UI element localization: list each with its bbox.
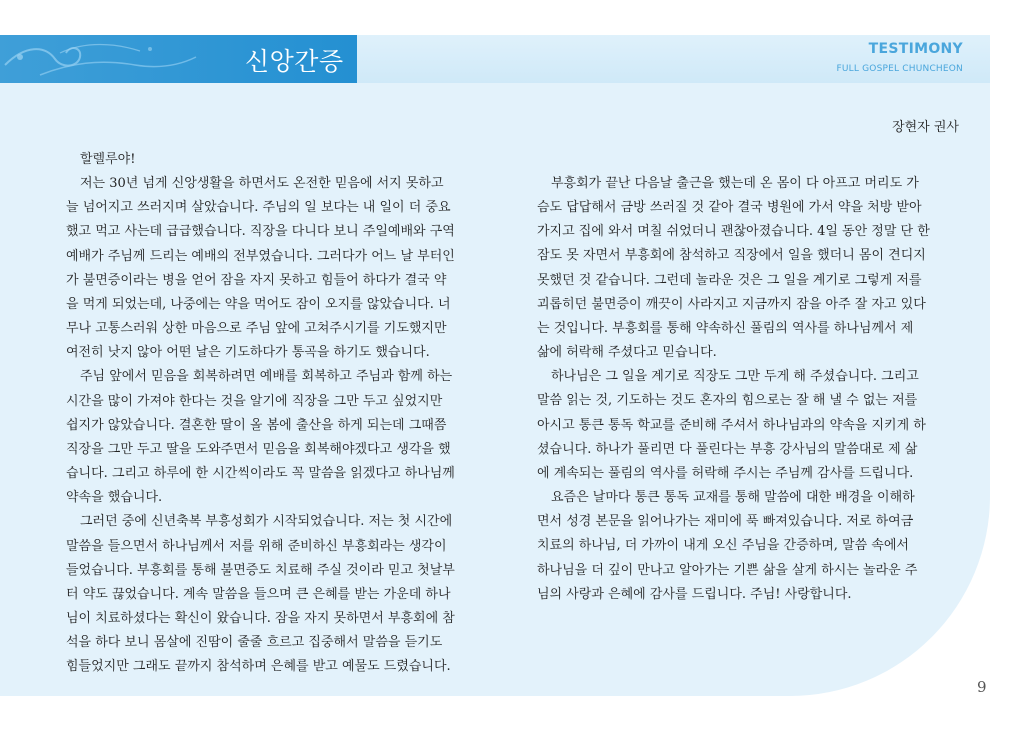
paragraph-line: 못했던 것 같습니다. 그런데 놀라운 것은 그 일을 계기로 그렇게 저를	[537, 272, 922, 288]
paragraph-line: 말씀 읽는 것, 기도하는 것도 혼자의 힘으로는 잘 해 낼 수 없는 저를	[537, 393, 918, 409]
section-label: TESTIMONY	[868, 41, 963, 57]
paragraph-line: 무나 고통스러워 상한 마음으로 주님 앞에 고쳐주시기를 기도했지만	[66, 321, 447, 337]
paragraph-line: 부흥회가 끝난 다음날 출근을 했는데 온 몸이 다 아프고 머리도 가	[551, 176, 919, 191]
paragraph-line: 터 약도 끊었습니다. 계속 말씀을 들으며 큰 은혜를 받는 가운데 하나	[66, 586, 451, 602]
title-banner	[0, 35, 357, 83]
paragraph-line: 쉽지가 않았습니다. 결혼한 딸이 올 봄에 출산을 하게 되는데 그때쯤	[66, 417, 447, 433]
author-name: 장현자 권사	[892, 120, 959, 135]
paragraph-line: 가지고 집에 와서 며칠 쉬었더니 괜찮아졌습니다. 4일 동안 정말 단 한	[537, 224, 930, 240]
left-column	[66, 148, 496, 679]
paragraph-line: 하나님은 그 일을 계기로 직장도 그만 두게 해 주셨습니다. 그리고	[551, 369, 919, 385]
paragraph-line: 여전히 낫지 않아 어떤 날은 기도하다가 통곡을 하기도 했습니다.	[66, 345, 430, 361]
paragraph-line: 석을 하다 보니 몸살에 진땀이 줄줄 흐르고 집중해서 말씀을 듣기도	[66, 635, 443, 651]
paragraph-line: 약속을 했습니다.	[66, 490, 163, 506]
paragraph-line: 삶에 허락해 주셨다고 믿습니다.	[537, 345, 717, 361]
paragraph-line: 하나님을 더 깊이 만나고 알아가는 기쁜 삶을 살게 하시는 놀라운 주	[537, 562, 918, 578]
paragraph-line: 을 먹게 되었는데, 나중에는 약을 먹어도 잠이 오지를 않았습니다. 너	[66, 296, 451, 312]
paragraph-line: 치료의 하나님, 더 가까이 내게 오신 주님을 간증하며, 말씀 속에서	[537, 538, 909, 554]
paragraph-line: 습니다. 그리고 하루에 한 시간씩이라도 꼭 말씀을 읽겠다고 하나님께	[66, 466, 455, 482]
paragraph-line: 그러던 중에 신년축복 부흥성회가 시작되었습니다. 저는 첫 시간에	[80, 514, 453, 530]
paragraph-line: 는 것입니다. 부흥회를 통해 약속하신 풀림의 역사를 하나님께서 제	[537, 320, 914, 336]
page-title: 신앙간증	[245, 47, 344, 76]
paragraph-line: 잠도 못 자면서 부흥회에 참석하고 직장에서 일을 했더니 몸이 견디지	[537, 248, 926, 264]
paragraph-line: 슴도 답답해서 금방 쓰러질 것 같아 결국 병원에 가서 약을 처방 받아	[537, 200, 922, 216]
paragraph-line: 요즘은 날마다 통큰 통독 교재를 통해 말씀에 대한 배경을 이해하	[551, 490, 915, 506]
paragraph-line: 면서 성경 본문을 읽어나가는 재미에 푹 빠져있습니다. 저로 하여금	[537, 514, 914, 530]
paragraph-line: 할렐루야!	[80, 152, 136, 167]
paragraph-line: 님이 치료하셨다는 확신이 왔습니다. 잠을 자지 못하면서 부흥회에 참	[66, 610, 455, 626]
section-subtitle: FULL GOSPEL CHUNCHEON	[836, 64, 963, 74]
header-bar	[357, 35, 990, 83]
paragraph-line: 직장을 그만 두고 딸을 도와주면서 믿음을 회복해야겠다고 생각을 했	[66, 441, 451, 457]
paragraph-line: 들었습니다. 부흥회를 통해 불면증도 치료해 주실 것이라 믿고 첫날부	[66, 562, 455, 578]
paragraph-line: 에 계속되는 풀림의 역사를 허락해 주시는 주님께 감사를 드립니다.	[537, 465, 914, 481]
paragraph-line: 님의 사랑과 은혜에 감사를 드립니다. 주님! 사랑합니다.	[537, 586, 852, 602]
paragraph-line: 늘 넘어지고 쓰러지며 살았습니다. 주님의 일 보다는 내 일이 더 중요	[66, 200, 451, 216]
paragraph-line: 아시고 통큰 통독 학교를 준비해 주셔서 하나님과의 약속을 지키게 하	[537, 417, 926, 433]
paragraph-line: 셨습니다. 하나가 풀리면 다 풀린다는 부흥 강사님의 말씀대로 제 삶	[537, 441, 918, 457]
paragraph-line: 했고 먹고 사는데 급급했습니다. 직장을 다니다 보니 주일예배와 구역	[66, 224, 455, 240]
paragraph-line: 시간을 많이 가져야 한다는 것을 알기에 직장을 그만 두고 싶었지만	[66, 393, 443, 409]
paragraph-line: 말씀을 들으면서 하나님께서 저를 위해 준비하신 부흥회라는 생각이	[66, 538, 447, 554]
paragraph-line: 힘들었지만 그래도 끝까지 참석하며 은혜를 받고 예물도 드렸습니다.	[66, 659, 451, 675]
ornament-swirl-icon	[0, 35, 200, 83]
paragraph-line: 가 불면증이라는 병을 얻어 잠을 자지 못하고 힘들어 하다가 결국 약	[66, 272, 447, 288]
paragraph-line: 괴롭히던 불면증이 깨끗이 사라지고 지금까지 잠을 아주 잘 자고 있다	[537, 296, 926, 312]
page-number: 9	[977, 678, 987, 696]
paragraph-line: 저는 30년 넘게 신앙생활을 하면서도 온전한 믿음에 서지 못하고	[80, 176, 444, 192]
paragraph-line: 주님 앞에서 믿음을 회복하려면 예배를 회복하고 주님과 함께 하는	[80, 369, 453, 385]
paragraph-line: 예배가 주님께 드리는 예배의 전부였습니다. 그러다가 어느 날 부터인	[66, 248, 455, 264]
right-column	[537, 172, 961, 607]
